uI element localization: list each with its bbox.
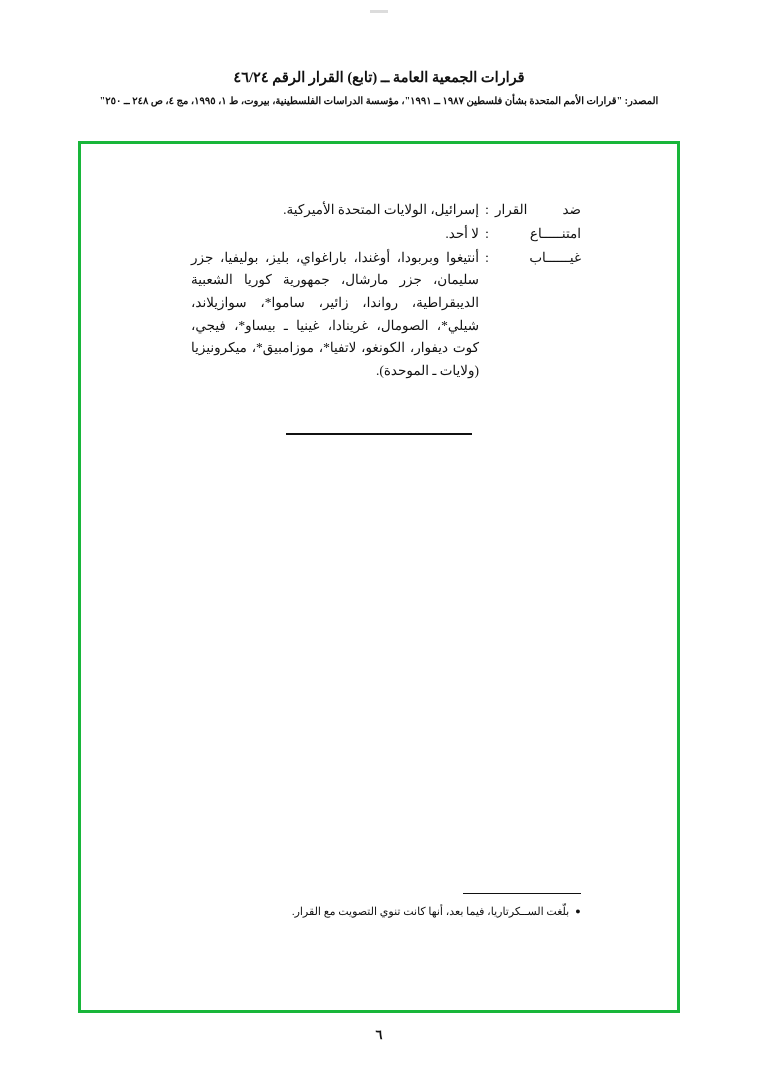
vote-label-abstain: امتنـــــاع (529, 225, 581, 241)
vote-row (191, 223, 581, 245)
vote-row (191, 247, 581, 383)
page-number: ٦ (375, 1027, 383, 1042)
vote-colon: : (485, 225, 489, 241)
vote-label-against: ضد القرار (495, 202, 581, 217)
vote-value-against: إسرائيل، الولايات المتحدة الأميركية. (283, 202, 479, 217)
footnote-bullet-icon: ● (575, 906, 581, 916)
section-divider (81, 433, 677, 435)
vote-label-absent: غيــــــاب (529, 249, 581, 265)
page-header (0, 70, 758, 107)
vote-row (191, 199, 581, 221)
footnote-divider (463, 893, 581, 895)
source-citation: المصدر: "قرارات الأمم المتحدة بشأن فلسطين ١٩٨٧ ــ ١٩٩١"، مؤسسة الدراسات الفلسطينية، بيروت، ط ١، ١٩٩٥، مج ٤، ص ٢٤٨ ــ ٢٥٠" (99, 96, 659, 107)
footnote-block (251, 893, 581, 919)
vote-results-block (191, 199, 581, 385)
vote-value-abstain: لا أحد. (445, 225, 479, 241)
footnote-text: بلّغت الســكرتاريا، فيما بعد، أنها كانت تنوي التصويت مع القرار. (291, 906, 570, 918)
vote-colon: : (485, 202, 489, 217)
page-title: قرارات الجمعية العامة ــ (تابع) القرار الرقم ٤٦/٢٤ (233, 70, 525, 86)
footnote (251, 905, 581, 918)
top-registration-mark (370, 10, 388, 13)
content-frame (78, 141, 680, 1013)
vote-colon: : (485, 249, 489, 265)
vote-value-absent: أنتيغوا وبربودا، أوغندا، باراغواي، بليز، بوليفيا، جزر سليمان، جزر مارشال، جمهورية كوريا الشعبية الديبقراطية، رواندا، زائير، ساموا*، سوازيلاند، شيلي*، الصومال، غرينادا، غينيا ـ بيساو*، فيجي، كوت ديفوار، الكونغو، لاتفيا*، موزامبيق*، ميكرونيزيا (ولايات ـ الموحدة). (191, 249, 479, 379)
